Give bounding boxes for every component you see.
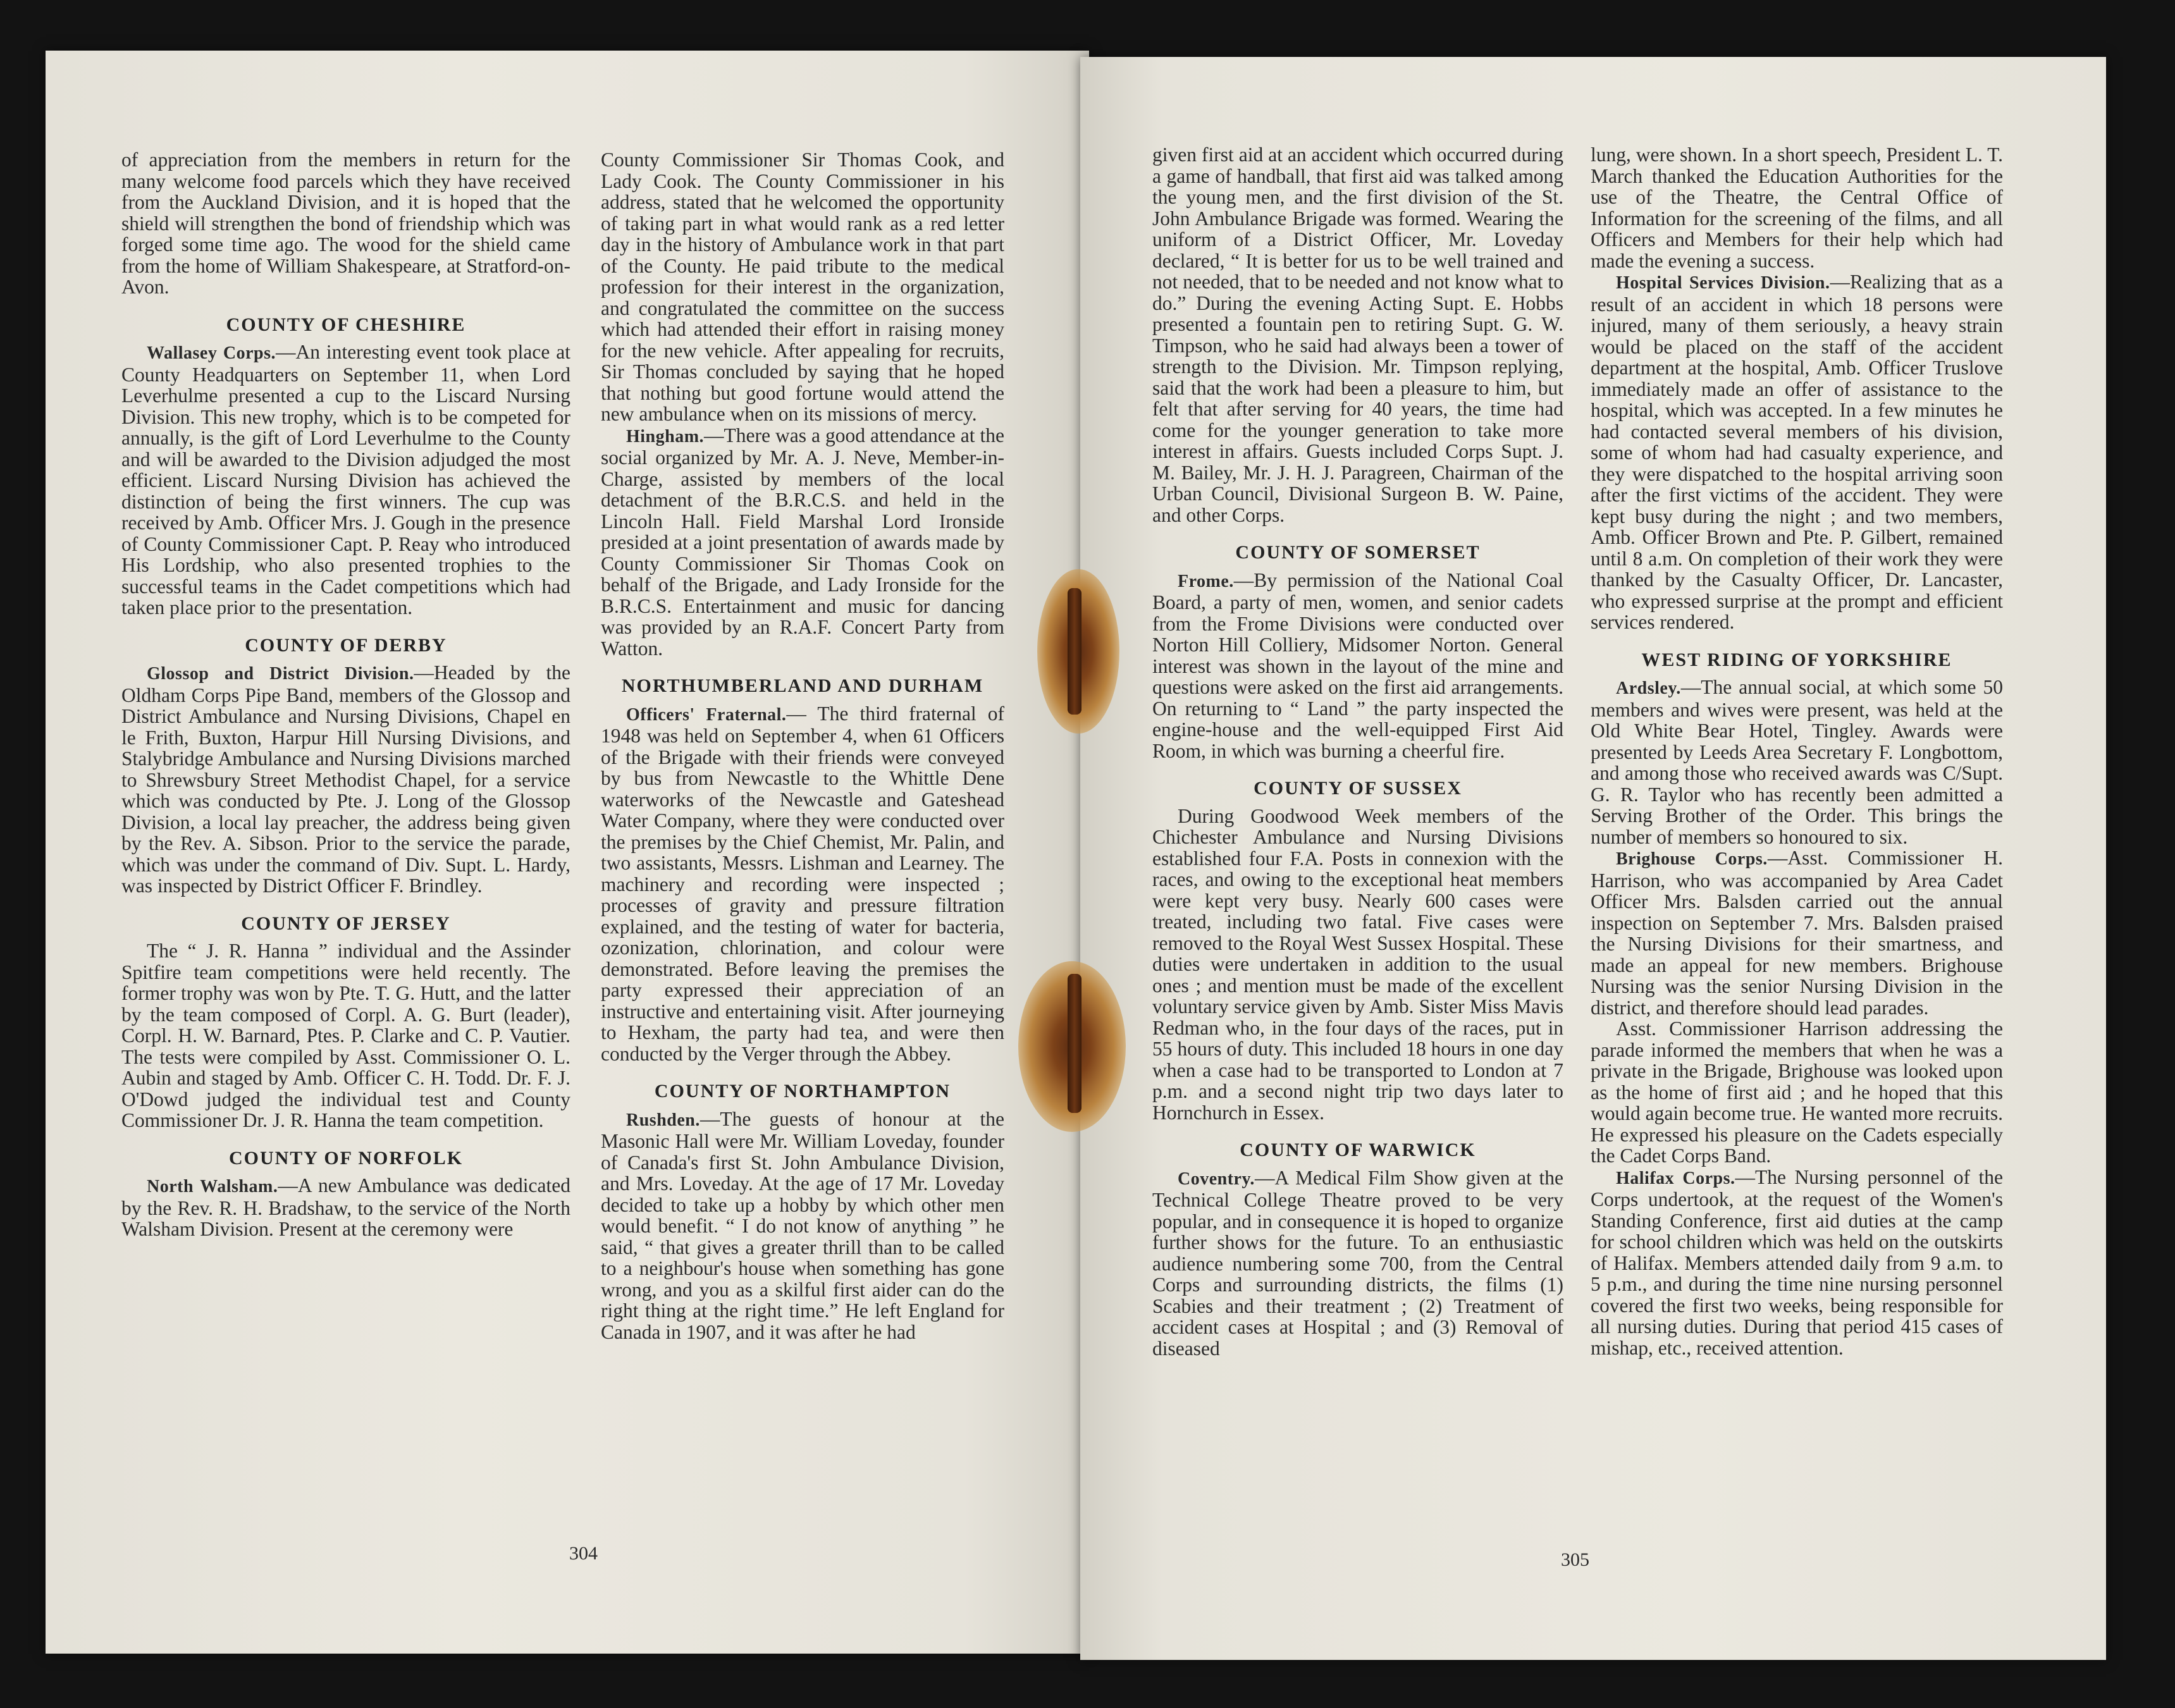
staple-bottom bbox=[1068, 974, 1081, 1113]
paragraph-officers-fraternal bbox=[601, 703, 1004, 1065]
paragraph-hospital-services bbox=[1591, 271, 2003, 633]
left-column-2 bbox=[601, 149, 1004, 1342]
section-heading-warwick: COUNTY OF WARWICK bbox=[1240, 1140, 1476, 1160]
section-heading-northampton: COUNTY OF NORTHAMPTON bbox=[654, 1081, 951, 1102]
lead-ardsley: Ardsley. bbox=[1616, 679, 1681, 698]
text-glossop: —Headed by the Oldham Corps Pipe Band, members of the Glossop and District Ambulance and Nursing Divisions, Chapel en le Frith, Buxton, Harpur Hill Nursing Divisions, and Stalybridge Ambulance and Nursing Divisions marched to Shrewsbury Street Methodist Chapel, for a service which was conducted by Pte. J. Long of the Glossop Division, a local lay preacher, the address being given by the Rev. A. Sibson. Prior to the service the parade, which was under the command of Div. Supt. L. Hardy, was inspected by District Officer F. Brindley. bbox=[121, 661, 570, 897]
paragraph-hingham bbox=[601, 425, 1004, 660]
paragraph-ardsley bbox=[1591, 677, 2003, 847]
lead-halifax: Halifax Corps. bbox=[1616, 1168, 1735, 1188]
lead-coventry: Coventry. bbox=[1178, 1169, 1255, 1189]
paragraph-brighouse bbox=[1591, 847, 2003, 1018]
paragraph-brighouse-2: Asst. Commissioner Harrison addressing the parade informed the members that when he was a private in the Brigade, Brighouse was looked upon as the home of first aid ; and he hoped that this would again become true. He wanted more recruits. He expressed his pleasure on the Cadets especially the Cadet Corps Band. bbox=[1591, 1017, 2003, 1167]
text-ardsley: —The annual social, at which some 50 members and wives were present, was held at the Old White Bear Hotel, Tingley. Awards were presented by Leeds Area Secretary F. Longbottom, and among those who received awards was C/Supt. G. R. Taylor who has recently been admitted a Serving Brother of the Order. This brings the number of members so honoured to six. bbox=[1591, 676, 2003, 848]
staple-top bbox=[1068, 588, 1081, 715]
section-heading-somerset: COUNTY OF SOMERSET bbox=[1235, 542, 1481, 563]
left-column-1 bbox=[121, 149, 570, 1240]
text-north-walsham: —A new Ambulance was dedicated by the Rev. R. H. Bradshaw, to the service of the North Walsham Division. Present at the ceremony were bbox=[121, 1174, 570, 1240]
lead-north-walsham: North Walsham. bbox=[147, 1177, 278, 1196]
paragraph-rushden bbox=[601, 1109, 1004, 1343]
text-rushden: —The guests of honour at the Masonic Hall were Mr. William Loveday, founder of Canada's first St. John Ambulance Division, and Mrs. Loveday. At the age of 17 Mr. Loveday decided to take up a hobby by which other men would benefit. “ I do not know of anything ” he said, “ that gives a greater thrill than to be called to a neighbour's house when something has gone wrong, and you as a skilful first aider can do the right thing at the right time.” He left England for Canada in 1907, and it was after he had bbox=[601, 1107, 1004, 1343]
right-column-1 bbox=[1152, 144, 1563, 1359]
lead-hospital-services: Hospital Services Division. bbox=[1616, 273, 1830, 293]
lead-frome: Frome. bbox=[1178, 571, 1234, 591]
paragraph-continued: of appreciation from the members in return for the many welcome food parcels which they have received from the Auckland Division, and it is hoped that the shield will strengthen the bond of friendship which was forged some time ago. The wood for the shield came from the home of William Shakespeare, at Stratford-on-Avon. bbox=[121, 149, 570, 298]
text-wallasey: —An interesting event took place at County Headquarters on September 11, when Lord Leverhulme presented a cup to the Liscard Nursing Division. This new trophy, which is to be competed for annually, is the gift of Lord Leverhulme to the County and will be awarded to the Division adjudged the most efficient. Liscard Nursing Division has achieved the distinction of being the first winners. The cup was received by Amb. Officer Mrs. J. Gough in the presence of County Commissioner Capt. P. Reay who introduced His Lordship, who also presented trophies to the successful teams in the Cadet competitions which had taken place prior to the presentation. bbox=[121, 341, 570, 618]
page-number-right: 305 bbox=[1561, 1549, 1589, 1570]
section-heading-yorkshire: WEST RIDING OF YORKSHIRE bbox=[1641, 649, 1952, 670]
text-halifax: —The Nursing personnel of the Corps undertook, at the request of the Women's Standing Conference, first aid duties at the camp for school children which was held on the outskirts of Halifax. Members attended daily from 9 a.m. to 5 p.m., and during the time nine nursing personnel covered the first two weeks, being responsible for all nursing duties. During that period 415 cases of mishap, etc., received attention. bbox=[1591, 1165, 2004, 1359]
lead-rushden: Rushden. bbox=[626, 1110, 700, 1130]
paragraph-continued: lung, were shown. In a short speech, President L. T. March thanked the Education Authorities for the use of the Theatre, the Central Office of Information for the screening of the films, and all Officers and Members for their help which had made the evening a success. bbox=[1591, 144, 2003, 272]
section-heading-sussex: COUNTY OF SUSSEX bbox=[1254, 778, 1462, 799]
section-heading-northumberland: NORTHUMBERLAND AND DURHAM bbox=[621, 675, 984, 696]
text-coventry: —A Medical Film Show given at the Technical College Theatre proved to be very popular, and in consequence it is hoped to organize further shows for the future. To an enthusiastic audience numbering some 700, from the Central Corps and surrounding districts, the films (1) Scabies and their treatment ; (2) Treatment of accident cases at Hospital ; and (3) Removal of diseased bbox=[1152, 1166, 1563, 1360]
paragraph-halifax bbox=[1591, 1167, 2003, 1359]
paragraph-sussex: During Goodwood Week members of the Chichester Ambulance and Nursing Divisions established four F.A. Posts in connexion with the races, and owing to the exceptional heat members were kept very busy. Nearly 600 cases were treated, including two fatal. Five cases were removed to the Royal West Sussex Hospital. These duties were undertaken in addition to the usual ones ; and mention must be made of the excellent voluntary service given by Amb. Sister Miss Mavis Redman who, in the four days of the races, put in 55 hours of duty. This included 18 hours in one day when a case had to be transported to London at 7 p.m. and a second night trip two days later to Hornchurch in Essex. bbox=[1152, 804, 1563, 1124]
section-heading-jersey: COUNTY OF JERSEY bbox=[241, 912, 451, 934]
text-hingham: —There was a good attendance at the social organized by Mr. A. J. Neve, Member-in-Charge, assisted by members of the local detachment of the B.R.C.S. and held in the Lincoln Hall. Field Marshal Lord Ironside presided at a joint presentation of awards made by County Commissioner Sir Thomas Cook on behalf of the Brigade, and Lady Ironside for the B.R.C.S. Entertainment and music for dancing was provided by an R.A.F. Concert Party from Watton. bbox=[601, 424, 1004, 660]
lead-officers-fraternal: Officers' Fraternal. bbox=[626, 704, 787, 725]
lead-glossop: Glossop and District Division. bbox=[147, 664, 414, 684]
right-column-2 bbox=[1591, 144, 2003, 1358]
lead-brighouse: Brighouse Corps. bbox=[1616, 849, 1768, 869]
section-heading-norfolk: COUNTY OF NORFOLK bbox=[228, 1147, 464, 1169]
text-frome: —By permission of the National Coal Board, a party of men, women, and senior cadets from the Frome Divisions were conducted over Norton Hill Colliery, Midsomer Norton. General interest was shown in the layout of the mine and questions were asked on the first aid arrangements. On returning to “ Land ” the party inspected the engine-house and the well-equipped First Aid Room, in which was burning a cheerful fire. bbox=[1152, 568, 1563, 762]
paragraph-glossop bbox=[121, 662, 570, 897]
lead-hingham: Hingham. bbox=[626, 426, 705, 446]
paragraph-coventry bbox=[1152, 1167, 1563, 1360]
text-brighouse: —Asst. Commissioner H. Harrison, who was accompanied by Area Cadet Officer Mrs. Balsden carried out the annual inspection on September 7. Mrs. Balsden praised the Nursing Divisions for their smartness, and made an appeal for new members. Brighouse Nursing was the senior Nursing Division in the district, and therefore should lead parades. bbox=[1591, 847, 2003, 1019]
paragraph-north-walsham bbox=[121, 1175, 570, 1240]
paragraph-continued: given first aid at an accident which occurred during a game of handball, that first aid was talked among the young men, and the first division of the St. John Ambulance Brigade was formed. Wearing the uniform of a District Officer, Mr. Loveday declared, “ It is better for us to be well trained and not needed, that to be needed and not know what to do.” During the evening Acting Supt. E. Hobbs presented a fountain pen to retiring Supt. G. W. Timpson, who he said had always been a tower of strength to the Division. Mr. Timpson replying, said that the work had been a pleasure to him, but felt that after serving for 40 years, the time had come for the younger generation to take more interest in affairs. Guests included Corps Supt. J. M. Bailey, Mr. J. H. J. Paragreen, Chairman of the Urban Council, Divisional Surgeon B. W. Paine, and other Corps. bbox=[1152, 144, 1563, 526]
page-number-left: 304 bbox=[569, 1543, 598, 1564]
lead-wallasey: Wallasey Corps. bbox=[147, 343, 276, 363]
paragraph-frome bbox=[1152, 570, 1563, 762]
section-heading-cheshire: COUNTY OF CHESHIRE bbox=[226, 314, 466, 335]
text-hospital-services: —Realizing that as a result of an accident in which 18 persons were injured, many of them seriously, a heavy strain would be placed on the staff of the accident department at the hospital, Amb. Officer Truslove immediately made an offer of assistance to the hospital, which was accepted. In a few minutes he had contacted several members of his division, some of whom had had casualty experience, and they were dispatched to the hospital arriving soon after the first victims of the accident. They were kept busy during the night ; and two members, Amb. Officer Brown and Pte. P. Gilbert, remained until 8 a.m. On completion of their work they were thanked by the Casualty Officer, Dr. Lancaster, who expressed surprise at the prompt and efficient services rendered. bbox=[1591, 271, 2003, 633]
paragraph-jersey: The “ J. R. Hanna ” individual and the Assinder Spitfire team competitions were held recently. The former trophy was won by Pte. T. G. Hutt, and the latter by the team composed of Corpl. A. G. Burt (leader), Corpl. H. W. Barnard, Ptes. P. Clarke and C. P. Vautier. The tests were compiled by Asst. Commissioner O. L. Aubin and staged by Amb. Officer C. H. Todd. Dr. F. J. O'Dowd judged the individual test and County Commissioner Dr. J. R. Hanna the team competition. bbox=[121, 940, 570, 1131]
paragraph-wallasey bbox=[121, 341, 570, 618]
paragraph-continued: County Commissioner Sir Thomas Cook, and Lady Cook. The County Commissioner in his address, stated that he welcomed the opportunity of taking part in what would rank as a red letter day in the history of Ambulance work in that part of the County. He paid tribute to the medical profession for their interest in the organization, and congratulated the committee on the success which had attended their effort in raising money for the new vehicle. After appealing for recruits, Sir Thomas concluded by saying that he hoped that nothing but good fortune would attend the new ambulance when on its missions of mercy. bbox=[601, 149, 1004, 425]
section-heading-derby: COUNTY OF DERBY bbox=[245, 634, 447, 656]
text-officers-fraternal: — The third fraternal of 1948 was held on September 4, when 61 Officers of the Brigade with their friends were conveyed by bus from Newcastle to the Whittle Dene waterworks of the Newcastle and Gateshead Water Company, where they were conducted over the premises by the Chief Chemist, Mr. Palin, and two assistants, Messrs. Lishman and Learney. The machinery and recording were inspected ; processes of gravity and pressure filtration explained, and the testing of water for bacteria, ozonization, chlorination, and colour were demonstrated. Before leaving the premises the party expressed their appreciation of an instructive and entertaining visit. After journeying to Hexham, the party had tea, and were then conducted by the Verger through the Abbey. bbox=[601, 702, 1004, 1065]
